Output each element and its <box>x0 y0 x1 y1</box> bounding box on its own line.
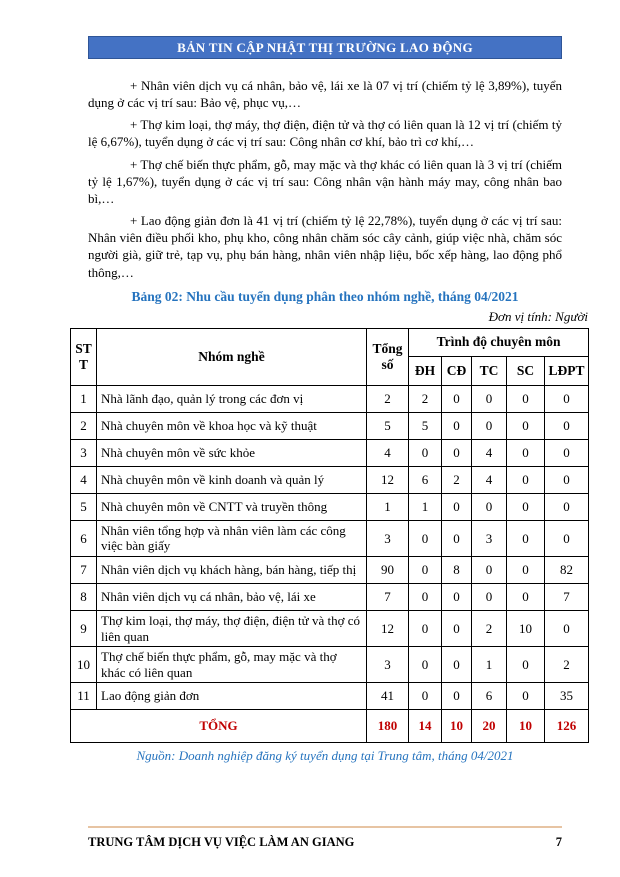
paragraph-personal-services: + Nhân viên dịch vụ cá nhân, bảo vệ, lái xe là 07 vị trí (chiếm tỷ lệ 3,89%), tuyển dụng ở các vị trí sau: Bảo vệ, phục vụ,… <box>88 78 562 111</box>
row-dh: 0 <box>409 556 442 583</box>
table-row <box>71 683 589 710</box>
row-cd: 0 <box>442 583 472 610</box>
row-stt: 9 <box>71 610 97 646</box>
total-label: TỔNG <box>71 710 367 743</box>
row-total: 3 <box>367 647 409 683</box>
row-tc: 0 <box>472 412 507 439</box>
row-total: 12 <box>367 610 409 646</box>
table-row <box>71 647 589 683</box>
table-row <box>71 466 589 493</box>
row-stt: 5 <box>71 493 97 520</box>
row-sc: 0 <box>507 493 545 520</box>
row-ldpt: 0 <box>545 412 589 439</box>
row-stt: 10 <box>71 647 97 683</box>
col-header-total: Tổng số <box>367 328 409 385</box>
row-group-name: Nhà chuyên môn về khoa học và kỹ thuật <box>97 412 367 439</box>
row-total: 41 <box>367 683 409 710</box>
total-ldpt: 126 <box>545 710 589 743</box>
row-stt: 6 <box>71 520 97 556</box>
row-sc: 10 <box>507 610 545 646</box>
row-ldpt: 35 <box>545 683 589 710</box>
row-cd: 0 <box>442 493 472 520</box>
header-title: BẢN TIN CẬP NHẬT THỊ TRƯỜNG LAO ĐỘNG <box>177 39 473 55</box>
row-total: 2 <box>367 385 409 412</box>
row-total: 5 <box>367 412 409 439</box>
row-ldpt: 0 <box>545 466 589 493</box>
row-sc: 0 <box>507 647 545 683</box>
page-content <box>75 77 588 764</box>
row-total: 4 <box>367 439 409 466</box>
row-cd: 8 <box>442 556 472 583</box>
row-group-name: Nhân viên dịch vụ cá nhân, bảo vệ, lái xe <box>97 583 367 610</box>
row-dh: 2 <box>409 385 442 412</box>
table-total-row <box>71 710 589 743</box>
unit-note: Đơn vị tính: Người <box>488 308 588 324</box>
table-caption: Bảng 02: Nhu cầu tuyển dụng phân theo nhóm nghề, tháng 04/2021 <box>131 288 519 304</box>
table-row <box>71 412 589 439</box>
col-header-qualification: Trình độ chuyên môn <box>409 328 589 356</box>
col-header-cd: CĐ <box>442 356 472 385</box>
row-cd: 0 <box>442 610 472 646</box>
row-tc: 0 <box>472 385 507 412</box>
row-ldpt: 2 <box>545 647 589 683</box>
row-dh: 0 <box>409 520 442 556</box>
row-tc: 6 <box>472 683 507 710</box>
footer-page-number: 7 <box>555 835 562 849</box>
row-group-name: Nhà lãnh đạo, quản lý trong các đơn vị <box>97 385 367 412</box>
table-row <box>71 583 589 610</box>
row-ldpt: 82 <box>545 556 589 583</box>
col-header-tc: TC <box>472 356 507 385</box>
row-tc: 0 <box>472 583 507 610</box>
row-total: 90 <box>367 556 409 583</box>
row-group-name: Nhân viên tổng hợp và nhân viên làm các công việc bàn giấy <box>97 520 367 556</box>
row-tc: 1 <box>472 647 507 683</box>
row-ldpt: 0 <box>545 493 589 520</box>
row-dh: 0 <box>409 683 442 710</box>
row-group-name: Nhà chuyên môn về CNTT và truyền thông <box>97 493 367 520</box>
footer-org-name: TRUNG TÂM DỊCH VỤ VIỆC LÀM AN GIANG <box>88 835 355 849</box>
total-dh: 14 <box>409 710 442 743</box>
row-tc: 4 <box>472 439 507 466</box>
page-footer <box>88 826 562 850</box>
row-sc: 0 <box>507 385 545 412</box>
table-row <box>71 556 589 583</box>
paragraph-simple-labor: + Lao động giản đơn là 41 vị trí (chiếm tỷ lệ 22,78%), tuyển dụng ở các vị trí sau: Nhân viên điều phối kho, phụ kho, công nhân chăm sóc cây cảnh, giúp việc nhà, chăm sóc người già, giữ trẻ, tạp vụ, phụ bán hàng, nhân viên nhập liệu, bốc xếp hàng, lao động phổ thông,… <box>88 213 562 280</box>
row-tc: 0 <box>472 493 507 520</box>
total-cd: 10 <box>442 710 472 743</box>
col-header-sc: SC <box>507 356 545 385</box>
row-ldpt: 0 <box>545 385 589 412</box>
total-tc: 20 <box>472 710 507 743</box>
row-stt: 4 <box>71 466 97 493</box>
row-group-name: Thợ chế biến thực phẩm, gỗ, may mặc và thợ khác có liên quan <box>97 647 367 683</box>
row-group-name: Nhà chuyên môn về sức khỏe <box>97 439 367 466</box>
row-sc: 0 <box>507 683 545 710</box>
row-ldpt: 0 <box>545 520 589 556</box>
row-total: 1 <box>367 493 409 520</box>
row-total: 7 <box>367 583 409 610</box>
row-cd: 0 <box>442 439 472 466</box>
row-tc: 3 <box>472 520 507 556</box>
table-row <box>71 520 589 556</box>
row-group-name: Nhà chuyên môn về kinh doanh và quản lý <box>97 466 367 493</box>
col-header-stt <box>71 328 97 385</box>
row-dh: 6 <box>409 466 442 493</box>
row-cd: 0 <box>442 647 472 683</box>
source-note: Nguồn: Doanh nghiệp đăng ký tuyển dụng tại Trung tâm, tháng 04/2021 <box>136 748 514 764</box>
total-sc: 10 <box>507 710 545 743</box>
row-dh: 0 <box>409 439 442 466</box>
row-dh: 1 <box>409 493 442 520</box>
table-row <box>71 385 589 412</box>
row-sc: 0 <box>507 583 545 610</box>
row-cd: 0 <box>442 520 472 556</box>
row-dh: 0 <box>409 647 442 683</box>
paragraph-metal-workers: + Thợ kim loại, thợ máy, thợ điện, điện tử và thợ có liên quan là 12 vị trí (chiếm tỷ lệ 6,67%), tuyển dụng ở các vị trí sau: Công nhân cơ khí, bảo trì cơ khí,… <box>88 117 562 150</box>
row-ldpt: 0 <box>545 610 589 646</box>
col-header-dh: ĐH <box>409 356 442 385</box>
row-total: 3 <box>367 520 409 556</box>
row-ldpt: 7 <box>545 583 589 610</box>
col-header-stt-label: STT <box>75 341 92 372</box>
row-group-name: Lao động giản đơn <box>97 683 367 710</box>
row-cd: 0 <box>442 412 472 439</box>
row-total: 12 <box>367 466 409 493</box>
row-stt: 2 <box>71 412 97 439</box>
recruitment-demand-table <box>70 328 589 744</box>
row-cd: 0 <box>442 683 472 710</box>
row-sc: 0 <box>507 520 545 556</box>
footer-divider <box>88 826 562 828</box>
row-sc: 0 <box>507 412 545 439</box>
row-cd: 2 <box>442 466 472 493</box>
row-stt: 1 <box>71 385 97 412</box>
table-row <box>71 610 589 646</box>
row-tc: 0 <box>472 556 507 583</box>
row-ldpt: 0 <box>545 439 589 466</box>
col-header-ldpt: LĐPT <box>545 356 589 385</box>
paragraph-food-processing: + Thợ chế biến thực phẩm, gỗ, may mặc và thợ khác có liên quan là 3 vị trí (chiếm tỷ lệ 1,67%), tuyển dụng ở các vị trí sau: Công nhân vận hành máy may, công nhân bao bì,… <box>88 156 562 206</box>
row-group-name: Nhân viên dịch vụ khách hàng, bán hàng, tiếp thị <box>97 556 367 583</box>
row-cd: 0 <box>442 385 472 412</box>
row-stt: 7 <box>71 556 97 583</box>
table-row <box>71 439 589 466</box>
row-stt: 8 <box>71 583 97 610</box>
table-row <box>71 493 589 520</box>
row-dh: 0 <box>409 610 442 646</box>
row-tc: 2 <box>472 610 507 646</box>
row-sc: 0 <box>507 439 545 466</box>
row-sc: 0 <box>507 466 545 493</box>
col-header-group: Nhóm nghề <box>97 328 367 385</box>
table-header-row-1 <box>71 328 589 356</box>
row-group-name: Thợ kim loại, thợ máy, thợ điện, điện tử và thợ có liên quan <box>97 610 367 646</box>
row-stt: 3 <box>71 439 97 466</box>
page-header-bar <box>88 36 562 59</box>
row-dh: 0 <box>409 583 442 610</box>
total-sum: 180 <box>367 710 409 743</box>
row-stt: 11 <box>71 683 97 710</box>
row-dh: 5 <box>409 412 442 439</box>
row-tc: 4 <box>472 466 507 493</box>
row-sc: 0 <box>507 556 545 583</box>
